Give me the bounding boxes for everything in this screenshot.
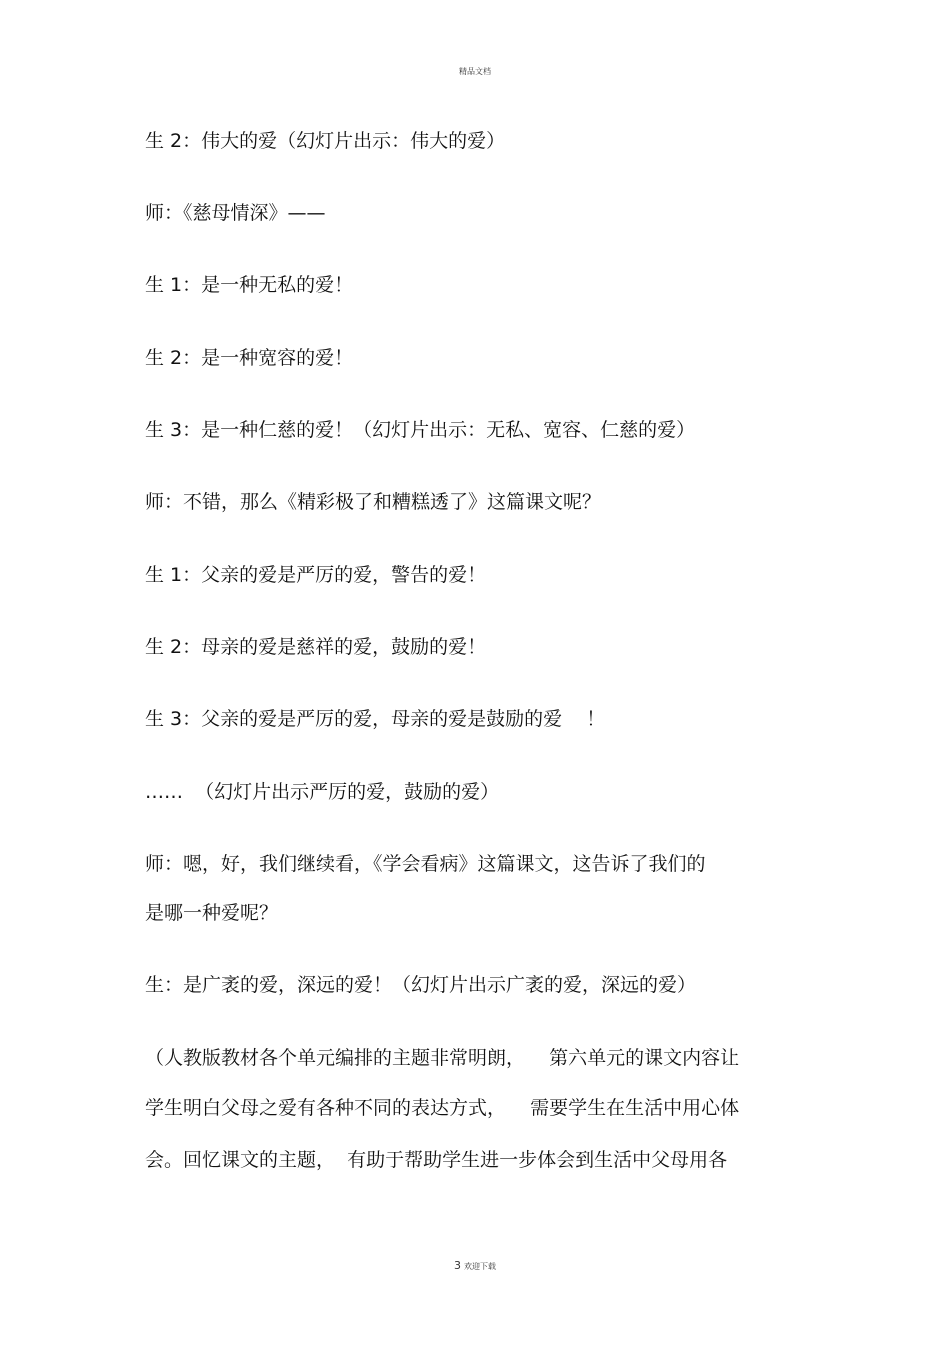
page-header: 精品文档: [459, 67, 491, 76]
dialogue-line: 是哪一种爱呢？: [145, 902, 279, 924]
footer-text: 欢迎下载: [464, 1262, 496, 1271]
dialogue-line: 生 2：母亲的爱是慈祥的爱，鼓励的爱！: [145, 636, 487, 658]
dialogue-line: 师：不错，那么《精彩极了和糟糕透了》这篇课文呢？: [145, 491, 602, 513]
commentary-line: （人教版教材各个单元编排的主题非常明朗， 第六单元的课文内容让: [145, 1047, 740, 1069]
commentary-line: 学生明白父母之爱有各种不同的表达方式， 需要学生在生活中用心体: [145, 1097, 740, 1119]
dialogue-line: 生：是广袤的爱，深远的爱！（幻灯片出示广袤的爱，深远的爱）: [145, 974, 697, 996]
dialogue-line: 生 1：父亲的爱是严厉的爱，警告的爱！: [145, 564, 487, 586]
dialogue-line: 生 2：伟大的爱（幻灯片出示：伟大的爱）: [145, 130, 506, 152]
dialogue-line: 师：《慈母情深》——: [145, 202, 326, 224]
page-number: 3: [454, 1259, 461, 1272]
dialogue-line: 生 3：是一种仁慈的爱！（幻灯片出示：无私、宽容、仁慈的爱）: [145, 419, 696, 441]
dialogue-line: 生 3：父亲的爱是严厉的爱，母亲的爱是鼓励的爱 ！: [145, 708, 606, 730]
page-footer: [0, 1259, 950, 1272]
dialogue-line: 生 2：是一种宽容的爱！: [145, 347, 354, 369]
dialogue-line: …… （幻灯片出示严厉的爱，鼓励的爱）: [145, 781, 500, 803]
dialogue-line: 师：嗯，好，我们继续看，《学会看病》这篇课文，这告诉了我们的: [145, 853, 706, 875]
commentary-line: 会。回忆课文的主题， 有助于帮助学生进一步体会到生活中父母用各: [145, 1149, 728, 1171]
dialogue-line: 生 1：是一种无私的爱！: [145, 274, 354, 296]
